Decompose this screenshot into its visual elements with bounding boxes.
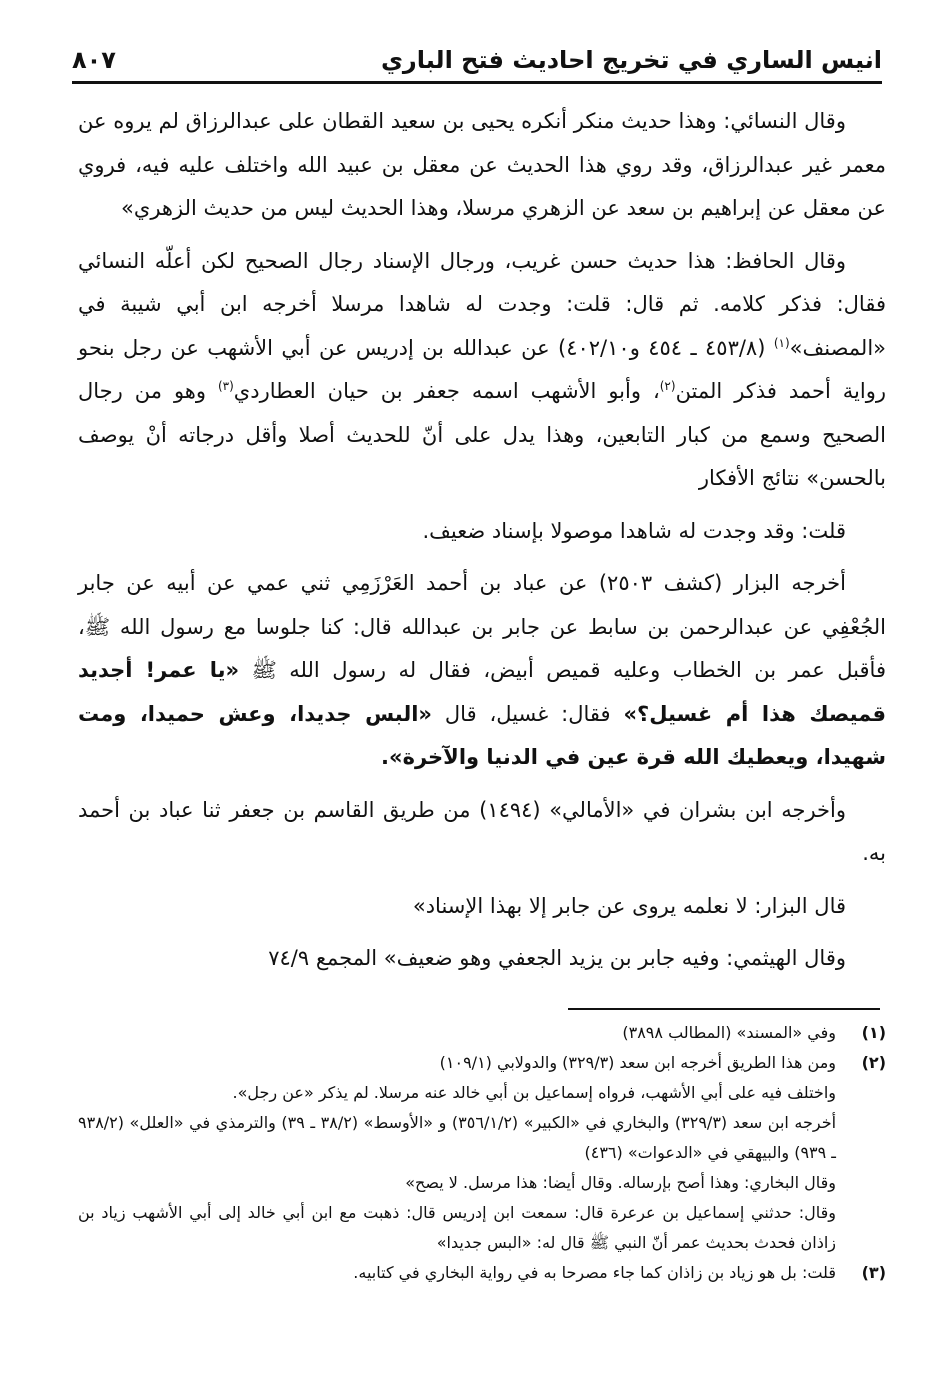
footnote-2 <box>78 1048 886 1258</box>
hadith-isnad: أخرجه البزار (كشف ٢٥٠٣) عن عباد بن أحمد العَرْزَمِي ثني عمي عن أبيه عن جابر الجُعْفِي عن عبدالرحمن بن سابط عن جابر بن عبدالله قال: كنا جلوسا مع رسول الله ﷺ، فأقبل عمر بن الخطاب وعليه قميص أبيض، فقال له رسول الله ﷺ <box>78 571 886 682</box>
hadith-quote-dua: «البس جديدا، وعش حميدا، ومت شهيدا، ويعطيك الله قرة عين في الدنيا والآخرة». <box>78 701 886 769</box>
header-divider <box>72 81 882 84</box>
paragraph-hafiz-part-2: (٤٥٣/٨ ـ ٤٥٤ و٤٠٢/١٠) عن عبدالله بن إدريس عن أبي الأشهب عن رجل بنحو رواية أحمد فذكر المتن <box>78 335 886 403</box>
footnote-text <box>78 1018 836 1048</box>
paragraph-ibn-bishran: وأخرجه ابن بشران في «الأمالي» (١٤٩٤) من طريق القاسم بن جعفر ثنا عباد بن أحمد به. <box>78 797 886 865</box>
paragraph-haythami: وقال الهيثمي: وفيه جابر بن يزيد الجعفي وهو ضعيف» المجمع ٧٤/٩ <box>268 946 846 970</box>
book-title: انيس الساري في تخريج احاديث فتح الباري <box>380 46 882 74</box>
paragraph-hafiz-part-3: ، وأبو الأشهب اسمه جعفر بن حيان العطاردي <box>233 379 660 403</box>
footnote-line: واختلف فيه على أبي الأشهب، فرواه إسماعيل بن أبي خالد عنه مرسلا. لم يذكر «عن رجل». <box>232 1083 836 1102</box>
footnote-number: (٣) <box>861 1263 886 1282</box>
hadith-reply: فقال: غسيل، قال <box>432 701 624 726</box>
paragraph-bazzar-comment: قال البزار: لا نعلمه يروى عن جابر إلا بهذا الإسناد» <box>412 893 846 918</box>
footnote-ref-2[interactable]: (٢) <box>659 379 676 393</box>
paragraph-bazzar-hadith <box>78 562 886 780</box>
paragraph-hafiz-part-4: وهو من رجال الصحيح وسمع من كبار التابعين، وهذا يدل على أنّ للحديث أصلا وأقل درجاته أنْ يوصف بالحسن» نتائج الأفكار <box>78 379 886 490</box>
footnote-line: وقال البخاري: وهذا أصح بإرساله. وقال أيضا: هذا مرسل. لا يصح» <box>405 1173 836 1192</box>
footnotes <box>78 1018 886 1288</box>
page-number: ٨٠٧ <box>72 46 116 74</box>
main-text <box>78 100 886 990</box>
footnote-line: ومن هذا الطريق أخرجه ابن سعد (٣٢٩/٣) والدولابي (١٠٩/١) <box>439 1053 836 1072</box>
footnote-3 <box>78 1258 886 1288</box>
paragraph-hafiz-part-1: وقال الحافظ: هذا حديث حسن غريب، ورجال الإسناد رجال الصحيح لكن أعلّه النسائي فقال: فذكر كلامه. ثم قال: قلت: وجدت له شاهدا مرسلا أخرجه ابن أبي شيبة في «المصنف» <box>78 248 886 360</box>
footnote-line: وقال: حدثني إسماعيل بن عرعرة قال: سمعت ابن إدريس قال: ذهبت مع ابن أبي خالد إلى أبي الأشهب زياد بن زاذان فحدث بحديث عمر أنّ النبي ﷺ قال له: «البس جديدا» <box>78 1203 836 1252</box>
footnote-number: (١) <box>861 1023 886 1042</box>
hadith-quote-question: «يا عمر! أجديد قميصك هذا أم غسيل؟» <box>78 658 886 726</box>
paragraph-hafiz <box>78 240 886 501</box>
footnote-divider <box>568 1008 880 1010</box>
paragraph-qultu: قلت: وقد وجدت له شاهدا موصولا بإسناد ضعيف. <box>422 518 846 543</box>
footnote-number: (٢) <box>861 1053 886 1072</box>
footnote-ref-3[interactable]: (٣) <box>217 379 234 393</box>
footnote-1 <box>78 1018 886 1048</box>
page-header <box>72 38 882 84</box>
footnote-line: قلت: بل هو زياد بن زاذان كما جاء مصرحا به في رواية البخاري في كتابيه. <box>353 1263 836 1282</box>
footnote-text <box>78 1048 836 1258</box>
footnote-line: أخرجه ابن سعد (٣٢٩/٣) والبخاري في «الكبير» (٣٥٦/١/٢) و «الأوسط» (٣٨/٢ ـ ٣٩) والترمذي في «العلل» (٩٣٨/٢ ـ ٩٣٩) والبيهقي في «الدعوات» (٤٣٦) <box>78 1113 837 1162</box>
paragraph-nasai: وقال النسائي: وهذا حديث منكر أنكره يحيى بن سعيد القطان على عبدالرزاق لم يروه عن معمر غير عبدالرزاق، وقد روي هذا الحديث عن معقل بن عبيد الله واختلف عليه فيه، فروي عن معقل عن إبراهيم بن سعد عن الزهري مرسلا، وهذا الحديث ليس من حديث الزهري» <box>78 109 886 220</box>
footnote-text <box>78 1258 836 1288</box>
footnote-ref-1[interactable]: (١) <box>773 335 790 350</box>
footnote-line: وفي «المسند» (المطالب ٣٨٩٨) <box>622 1023 836 1042</box>
